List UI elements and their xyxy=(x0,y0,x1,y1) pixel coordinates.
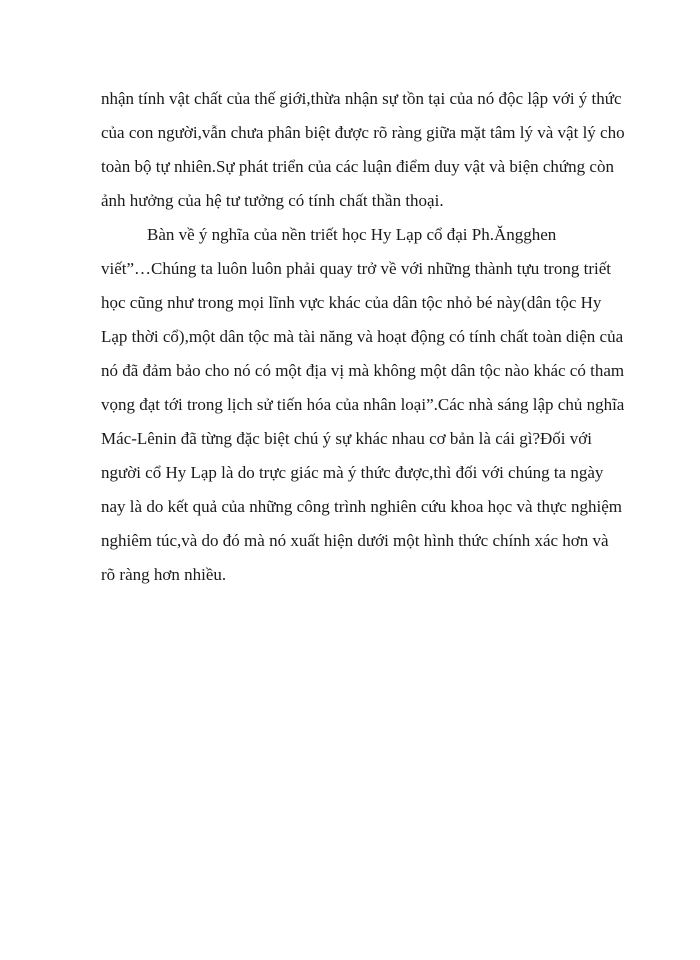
text-line: Bàn về ý nghĩa của nền triết học Hy Lạp cổ đại Ph.Ăngghen xyxy=(147,225,557,244)
text-line: người cổ Hy Lạp là do trực giác mà ý thức được,thì đối với chúng ta ngày xyxy=(101,463,604,482)
text-line: viết”…Chúng ta luôn luôn phải quay trở về với những thành tựu trong triết xyxy=(101,259,611,278)
paragraph-2 xyxy=(101,218,625,592)
text-line: rõ ràng hơn nhiều. xyxy=(101,565,227,584)
text-line: nó đã đảm bảo cho nó có một địa vị mà không một dân tộc nào khác có tham xyxy=(101,361,625,380)
text-line: toàn bộ tự nhiên.Sự phát triển của các luận điểm duy vật và biện chứng còn xyxy=(101,157,614,176)
text-line: vọng đạt tới trong lịch sử tiến hóa của nhân loại”.Các nhà sáng lập chủ nghĩa xyxy=(101,395,625,414)
text-line: Mác-Lênin đã từng đặc biệt chú ý sự khác nhau cơ bản là cái gì?Đối với xyxy=(101,429,592,448)
text-line: nay là do kết quả của những công trình nghiên cứu khoa học và thực nghiệm xyxy=(101,497,622,516)
text-line: học cũng như trong mọi lĩnh vực khác của dân tộc nhỏ bé này(dân tộc Hy xyxy=(101,293,602,312)
text-line: nghiêm túc,và do đó mà nó xuất hiện dưới một hình thức chính xác hơn và xyxy=(101,531,609,550)
text-line: ảnh hưởng của hệ tư tưởng có tính chất thần thoại. xyxy=(101,191,444,210)
body-text xyxy=(101,82,625,592)
text-line: Lạp thời cổ),một dân tộc mà tài năng và hoạt động có tính chất toàn diện của xyxy=(101,327,624,346)
text-line: nhận tính vật chất của thế giới,thừa nhận sự tồn tại của nó độc lập với ý thức xyxy=(101,89,622,108)
text-line: của con người,vẫn chưa phân biệt được rõ ràng giữa mặt tâm lý và vật lý cho xyxy=(101,123,625,142)
paragraph-1 xyxy=(101,82,625,218)
